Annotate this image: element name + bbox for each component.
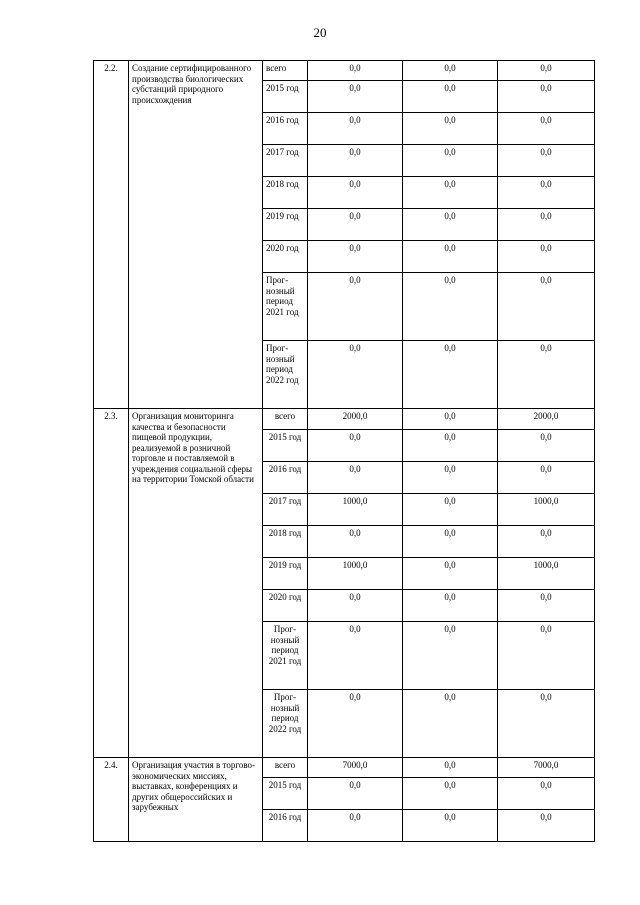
period-cell: 2016 год: [263, 113, 308, 145]
regional-value: 0,0: [498, 690, 595, 758]
regional-value: 0,0: [498, 430, 595, 462]
total-value: 0,0: [308, 810, 403, 842]
total-value: 0,0: [308, 81, 403, 113]
page-number: 20: [313, 25, 327, 40]
period-cell: 2020 год: [263, 590, 308, 622]
federal-value: 0,0: [403, 558, 498, 590]
item-name: Организация мониторинга качества и безопасности пищевой продукции, реализуемой в розничной торговле и поставляемой в учреждения социальной сферы на территории Томской области: [129, 409, 263, 758]
federal-value: 0,0: [403, 81, 498, 113]
total-value: 2000,0: [308, 409, 403, 430]
period-cell: 2017 год: [263, 494, 308, 526]
period-cell: 2018 год: [263, 526, 308, 558]
period-cell: Прог-нозный период 2021 год: [263, 622, 308, 690]
item-name: Организация участия в торгово-экономических миссиях, выставках, конференциях и других общероссийских и зарубежных: [129, 758, 263, 842]
regional-value: 1000,0: [498, 558, 595, 590]
total-value: 0,0: [308, 113, 403, 145]
total-value: 0,0: [308, 209, 403, 241]
total-value: 0,0: [308, 177, 403, 209]
total-value: 0,0: [308, 690, 403, 758]
federal-value: 0,0: [403, 430, 498, 462]
period-cell: Прог-нозный период 2021 год: [263, 273, 308, 341]
regional-value: 1000,0: [498, 494, 595, 526]
period-cell: Прог-нозный период 2022 год: [263, 690, 308, 758]
regional-value: 0,0: [498, 590, 595, 622]
period-cell: 2018 год: [263, 177, 308, 209]
regional-value: 0,0: [498, 209, 595, 241]
period-cell: 2019 год: [263, 209, 308, 241]
period-cell: 2015 год: [263, 81, 308, 113]
total-value: 0,0: [308, 462, 403, 494]
period-cell: 2017 год: [263, 145, 308, 177]
federal-value: 0,0: [403, 758, 498, 778]
regional-value: 0,0: [498, 81, 595, 113]
federal-value: 0,0: [403, 494, 498, 526]
federal-value: 0,0: [403, 241, 498, 273]
federal-value: 0,0: [403, 810, 498, 842]
federal-value: 0,0: [403, 462, 498, 494]
item-number: 2.4.: [94, 758, 129, 842]
period-cell: 2016 год: [263, 462, 308, 494]
period-cell: всего: [263, 409, 308, 430]
federal-value: 0,0: [403, 61, 498, 81]
regional-value: 0,0: [498, 145, 595, 177]
federal-value: 0,0: [403, 690, 498, 758]
federal-value: 0,0: [403, 145, 498, 177]
regional-value: 0,0: [498, 810, 595, 842]
total-value: 0,0: [308, 430, 403, 462]
regional-value: 2000,0: [498, 409, 595, 430]
item-number: 2.2.: [94, 61, 129, 409]
federal-value: 0,0: [403, 177, 498, 209]
item-number: 2.3.: [94, 409, 129, 758]
regional-value: 0,0: [498, 462, 595, 494]
total-value: 1000,0: [308, 558, 403, 590]
total-value: 0,0: [308, 145, 403, 177]
period-cell: 2019 год: [263, 558, 308, 590]
total-value: 0,0: [308, 61, 403, 81]
period-cell: всего: [263, 61, 308, 81]
total-value: 0,0: [308, 778, 403, 810]
regional-value: 0,0: [498, 113, 595, 145]
federal-value: 0,0: [403, 622, 498, 690]
table-row: [94, 409, 595, 430]
total-value: 0,0: [308, 622, 403, 690]
regional-value: 0,0: [498, 61, 595, 81]
regional-value: 0,0: [498, 241, 595, 273]
total-value: 1000,0: [308, 494, 403, 526]
federal-value: 0,0: [403, 590, 498, 622]
regional-value: 0,0: [498, 526, 595, 558]
federal-value: 0,0: [403, 778, 498, 810]
regional-value: 0,0: [498, 177, 595, 209]
period-cell: 2016 год: [263, 810, 308, 842]
federal-value: 0,0: [403, 273, 498, 341]
item-name: Создание сертифицированного производства биологических субстанций природного происхождения: [129, 61, 263, 409]
period-cell: 2015 год: [263, 778, 308, 810]
regional-value: 0,0: [498, 622, 595, 690]
federal-value: 0,0: [403, 526, 498, 558]
total-value: 0,0: [308, 341, 403, 409]
regional-value: 0,0: [498, 341, 595, 409]
total-value: 7000,0: [308, 758, 403, 778]
federal-value: 0,0: [403, 409, 498, 430]
regional-value: 0,0: [498, 778, 595, 810]
total-value: 0,0: [308, 590, 403, 622]
budget-table: [93, 60, 595, 842]
federal-value: 0,0: [403, 113, 498, 145]
period-cell: 2020 год: [263, 241, 308, 273]
table-row: [94, 758, 595, 778]
regional-value: 7000,0: [498, 758, 595, 778]
table-row: [94, 61, 595, 81]
regional-value: 0,0: [498, 273, 595, 341]
total-value: 0,0: [308, 241, 403, 273]
federal-value: 0,0: [403, 209, 498, 241]
period-cell: всего: [263, 758, 308, 778]
period-cell: 2015 год: [263, 430, 308, 462]
total-value: 0,0: [308, 273, 403, 341]
federal-value: 0,0: [403, 341, 498, 409]
total-value: 0,0: [308, 526, 403, 558]
period-cell: Прог-нозный период 2022 год: [263, 341, 308, 409]
